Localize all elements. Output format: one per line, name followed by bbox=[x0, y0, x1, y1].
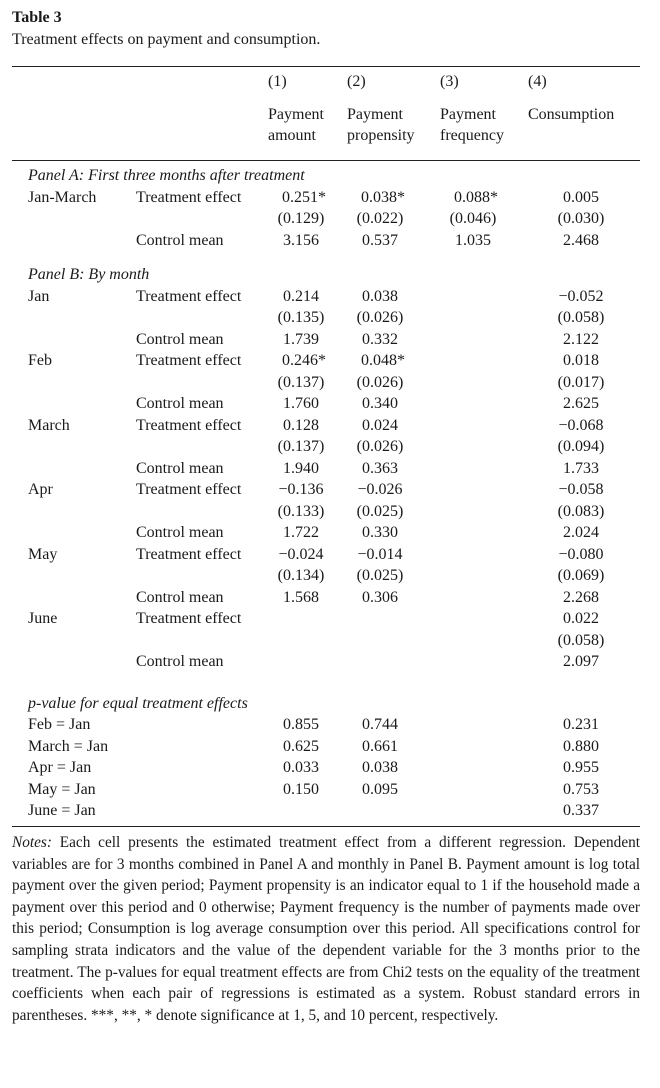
table-number: Table 3 bbox=[12, 9, 62, 26]
panel-b-cell-col2: 0.024 bbox=[362, 416, 398, 434]
panel-b-row-label: Treatment effect bbox=[136, 352, 242, 369]
panel-b-row-label: Control mean bbox=[136, 330, 224, 348]
bottom-rule bbox=[12, 826, 640, 827]
panel-b-period: Jan bbox=[28, 287, 50, 305]
panel-b-cell-col1: 1.568 bbox=[283, 588, 319, 606]
panel-b-cell-col4: 2.268 bbox=[563, 588, 599, 606]
pvalue-cell-col4: 0.753 bbox=[563, 780, 599, 798]
table-caption: Treatment effects on payment and consumption. bbox=[12, 31, 321, 48]
pvalue-period: Apr = Jan bbox=[28, 759, 92, 776]
panel-a-cell-col1: 3.156 bbox=[283, 231, 319, 249]
panel-b-row-label: Treatment effect bbox=[136, 416, 242, 434]
column-title-3: Payment bbox=[440, 106, 496, 123]
panel-b-cell-col2: (0.025) bbox=[356, 502, 404, 520]
panel-b-cell-col1: 0.128 bbox=[283, 416, 319, 434]
panel-b-cell-col1: 1.940 bbox=[283, 459, 319, 477]
panel-a-cell-col4: (0.030) bbox=[557, 210, 605, 227]
panel-a-cell-col3: 1.035 bbox=[455, 231, 491, 249]
panel-b-row-label: Control mean bbox=[136, 459, 224, 477]
panel-b-cell-col4: 2.024 bbox=[563, 524, 599, 541]
table-figure bbox=[12, 8, 641, 1024]
panel-b-cell-col4: 0.018 bbox=[563, 352, 599, 369]
column-subtitle-1: amount bbox=[268, 127, 316, 144]
pvalue-cell-col1: 0.033 bbox=[283, 759, 319, 776]
panel-b-period: March bbox=[28, 416, 70, 434]
panel-a-cell-col2: (0.022) bbox=[356, 210, 404, 227]
panel-b-period: Apr bbox=[28, 481, 53, 498]
panel-b-cell-col4: (0.058) bbox=[557, 309, 605, 326]
panel-b-cell-col1: (0.137) bbox=[277, 373, 325, 391]
panel-b-row-label: Treatment effect bbox=[136, 481, 242, 498]
panel-b-cell-col2: 0.363 bbox=[362, 459, 398, 477]
panel-b-row-label: Control mean bbox=[136, 524, 224, 541]
panel-b-cell-col4: (0.058) bbox=[557, 631, 605, 649]
column-index-1: (1) bbox=[268, 73, 287, 90]
panel-b-cell-col2: −0.026 bbox=[357, 481, 403, 498]
panel-b-cell-col1: (0.133) bbox=[277, 502, 325, 520]
panel-b-cell-col2: 0.038 bbox=[362, 287, 398, 305]
panel-b-cell-col4: −0.052 bbox=[558, 287, 604, 305]
panel-b-cell-col4: 2.625 bbox=[563, 395, 599, 412]
column-title-4: Consumption bbox=[528, 106, 615, 123]
panel-b-cell-col4: −0.058 bbox=[558, 481, 604, 498]
panel-a-cell-col4: 0.005 bbox=[563, 188, 599, 206]
pvalue-cell-col2: 0.038 bbox=[362, 759, 398, 776]
pvalue-cell-col4: 0.955 bbox=[563, 759, 599, 776]
panel-a-cell-col2: 0.537 bbox=[362, 231, 398, 249]
panel-a-heading: Panel A: First three months after treatment bbox=[28, 167, 305, 184]
pvalue-cell-col2: 0.744 bbox=[362, 716, 398, 733]
panel-b-cell-col2: 0.330 bbox=[362, 524, 398, 541]
panel-b-cell-col2: (0.026) bbox=[356, 373, 404, 391]
panel-b-cell-col2: 0.332 bbox=[362, 330, 398, 348]
panel-b-cell-col4: (0.069) bbox=[557, 567, 605, 584]
panel-b-cell-col1: 1.722 bbox=[283, 524, 319, 541]
panel-a-period: Jan-March bbox=[28, 188, 97, 206]
panel-b-cell-col4: 2.097 bbox=[563, 653, 599, 670]
panel-b-cell-col1: 1.739 bbox=[283, 330, 319, 348]
panel-b-cell-col1: 1.760 bbox=[283, 395, 319, 412]
pvalue-period: March = Jan bbox=[28, 737, 109, 755]
panel-b-period: May bbox=[28, 545, 58, 563]
pvalue-cell-col2: 0.095 bbox=[362, 780, 398, 798]
column-title-2: Payment bbox=[347, 106, 403, 123]
panel-b-cell-col4: 2.122 bbox=[563, 330, 599, 348]
panel-b-cell-col1: 0.214 bbox=[283, 287, 319, 305]
panel-a-cell-col1: 0.251* bbox=[282, 188, 326, 206]
panel-b-cell-col2: 0.306 bbox=[362, 588, 398, 606]
panel-a-cell-col3: (0.046) bbox=[449, 210, 497, 227]
column-index-4: (4) bbox=[528, 73, 547, 90]
panel-b-cell-col2: −0.014 bbox=[357, 545, 403, 563]
panel-b-cell-col4: −0.080 bbox=[558, 545, 604, 563]
notes-text: Each cell presents the estimated treatment effect from a different regression. Dependent variables are for 3 months combined in Panel A and monthly in Panel B. Payment amount is log total payment over the given period; Payment propensity is an indicator equal to 1 if the household made a payment over this period and 0 otherwise; Payment frequency is the number of payments made over this period; Consumption is log average consumption over this period. All specifications control for sampling strata indicators and the value of the dependent variable for the 3 months prior to the treatment. The p-values for equal treatment effects are from Chi2 tests on the equality of the treatment coefficients when each pair of regressions is estimated as a system. Robust standard errors in parentheses. ***, **, * denote significance at 1, 5, and 10 percent, respectively. bbox=[12, 834, 641, 1024]
panel-b-cell-col2: (0.026) bbox=[356, 438, 404, 455]
pvalue-cell-col4: 0.231 bbox=[563, 716, 599, 733]
pvalue-period: Feb = Jan bbox=[28, 716, 91, 733]
panel-b-cell-col1: −0.024 bbox=[278, 545, 324, 563]
panel-a-row-label: Treatment effect bbox=[136, 188, 242, 206]
column-title-1: Payment bbox=[268, 106, 324, 123]
panel-b-heading: Panel B: By month bbox=[28, 266, 150, 283]
panel-b-cell-col4: 0.022 bbox=[563, 610, 599, 627]
panel-b-cell-col4: −0.068 bbox=[558, 416, 604, 434]
column-subtitle-3: frequency bbox=[440, 127, 504, 144]
panel-a-cell-col4: 2.468 bbox=[563, 231, 599, 249]
pvalue-cell-col2: 0.661 bbox=[362, 737, 398, 755]
panel-b-cell-col1: (0.135) bbox=[277, 309, 325, 326]
panel-b-cell-col1: (0.137) bbox=[277, 438, 325, 455]
header-rule bbox=[12, 160, 640, 161]
pvalue-cell-col1: 0.855 bbox=[283, 716, 319, 733]
panel-b-row-label: Treatment effect bbox=[136, 610, 242, 627]
panel-b-cell-col2: 0.048* bbox=[361, 352, 405, 369]
panel-b-cell-col4: 1.733 bbox=[563, 459, 599, 477]
panel-b-cell-col2: (0.025) bbox=[356, 567, 404, 584]
panel-b-cell-col2: (0.026) bbox=[356, 309, 404, 326]
panel-b-period: Feb bbox=[28, 352, 52, 369]
pvalue-period: June = Jan bbox=[28, 802, 96, 819]
column-index-3: (3) bbox=[440, 73, 459, 90]
panel-b-row-label: Treatment effect bbox=[136, 545, 242, 563]
column-subtitle-2: propensity bbox=[347, 127, 415, 144]
panel-b-cell-col1: 0.246* bbox=[282, 352, 326, 369]
panel-b-row-label: Control mean bbox=[136, 653, 224, 670]
column-index-2: (2) bbox=[347, 73, 366, 90]
table-notes bbox=[12, 832, 640, 1026]
pvalue-period: May = Jan bbox=[28, 780, 96, 798]
pvalue-cell-col4: 0.337 bbox=[563, 802, 599, 819]
notes-lead: Notes: bbox=[12, 834, 52, 851]
panel-b-cell-col1: (0.134) bbox=[277, 567, 325, 584]
panel-a-cell-col2: 0.038* bbox=[361, 188, 405, 206]
panel-a-cell-col3: 0.088* bbox=[454, 188, 498, 206]
panel-b-row-label: Control mean bbox=[136, 588, 224, 606]
pvalue-heading: p-value for equal treatment effects bbox=[28, 694, 248, 712]
panel-b-row-label: Treatment effect bbox=[136, 287, 242, 305]
pvalue-cell-col4: 0.880 bbox=[563, 737, 599, 755]
panel-b-cell-col1: −0.136 bbox=[278, 481, 324, 498]
pvalue-cell-col1: 0.150 bbox=[283, 780, 319, 798]
panel-a-row-label: Control mean bbox=[136, 231, 224, 249]
panel-b-row-label: Control mean bbox=[136, 395, 224, 412]
panel-b-period: June bbox=[28, 610, 58, 627]
panel-b-cell-col2: 0.340 bbox=[362, 395, 398, 412]
top-rule bbox=[12, 66, 640, 67]
panel-b-cell-col4: (0.083) bbox=[557, 502, 605, 520]
panel-b-cell-col4: (0.017) bbox=[557, 373, 605, 391]
panel-b-cell-col4: (0.094) bbox=[557, 438, 605, 455]
panel-a-cell-col1: (0.129) bbox=[277, 210, 325, 227]
pvalue-cell-col1: 0.625 bbox=[283, 737, 319, 755]
